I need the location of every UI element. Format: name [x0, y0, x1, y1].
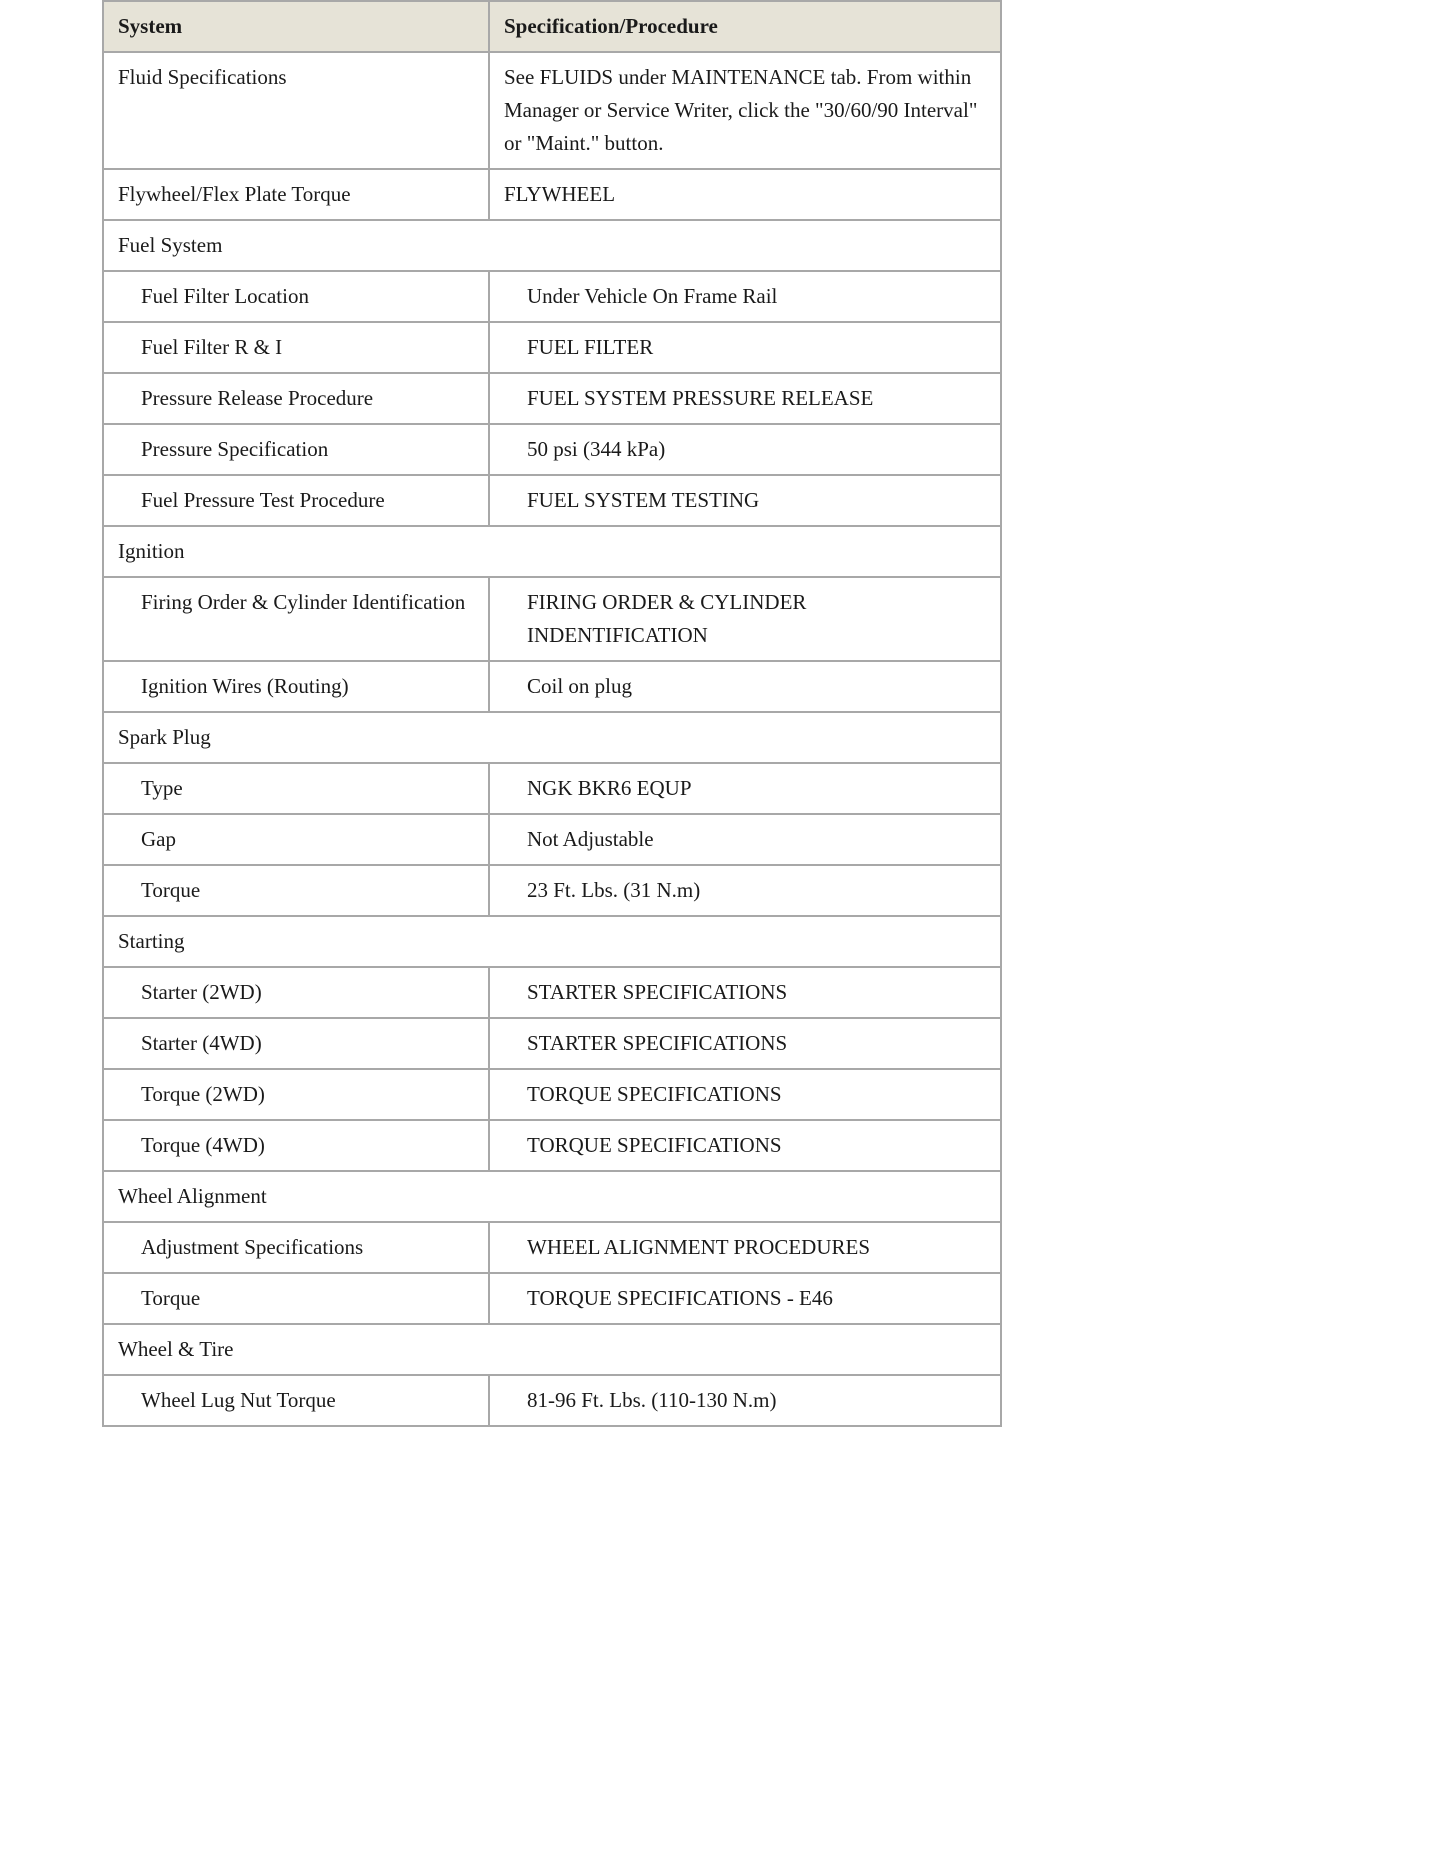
table-row: [103, 52, 1001, 169]
spec-cell: TORQUE SPECIFICATIONS - E46: [489, 1273, 1001, 1324]
group-label: Starting: [103, 916, 1001, 967]
system-cell: Pressure Specification: [103, 424, 489, 475]
spec-cell: FLYWHEEL: [489, 169, 1001, 220]
system-cell: Adjustment Specifications: [103, 1222, 489, 1273]
spec-cell: STARTER SPECIFICATIONS: [489, 1018, 1001, 1069]
table-row: [103, 1273, 1001, 1324]
system-cell: Starter (4WD): [103, 1018, 489, 1069]
system-cell: Fuel Pressure Test Procedure: [103, 475, 489, 526]
spec-cell: FUEL SYSTEM TESTING: [489, 475, 1001, 526]
table-row: [103, 1222, 1001, 1273]
spec-cell: TORQUE SPECIFICATIONS: [489, 1120, 1001, 1171]
spec-cell: Under Vehicle On Frame Rail: [489, 271, 1001, 322]
table-row: [103, 271, 1001, 322]
system-cell: Starter (2WD): [103, 967, 489, 1018]
group-label: Wheel & Tire: [103, 1324, 1001, 1375]
table-row: [103, 169, 1001, 220]
table-row: [103, 763, 1001, 814]
system-cell: Gap: [103, 814, 489, 865]
group-row: [103, 526, 1001, 577]
system-cell: Type: [103, 763, 489, 814]
spec-cell: WHEEL ALIGNMENT PROCEDURES: [489, 1222, 1001, 1273]
system-cell: Torque (4WD): [103, 1120, 489, 1171]
system-cell: Fluid Specifications: [103, 52, 489, 169]
group-row: [103, 220, 1001, 271]
group-row: [103, 1171, 1001, 1222]
spec-cell: FUEL SYSTEM PRESSURE RELEASE: [489, 373, 1001, 424]
spec-cell: See FLUIDS under MAINTENANCE tab. From within Manager or Service Writer, click the "30/60/90 Interval" or "Maint." button.: [489, 52, 1001, 169]
system-cell: Flywheel/Flex Plate Torque: [103, 169, 489, 220]
group-row: [103, 1324, 1001, 1375]
spec-cell: 23 Ft. Lbs. (31 N.m): [489, 865, 1001, 916]
spec-cell: Coil on plug: [489, 661, 1001, 712]
spec-cell: FIRING ORDER & CYLINDER INDENTIFICATION: [489, 577, 1001, 661]
system-cell: Ignition Wires (Routing): [103, 661, 489, 712]
table-row: [103, 1375, 1001, 1426]
system-cell: Fuel Filter R & I: [103, 322, 489, 373]
table-row: [103, 967, 1001, 1018]
group-label: Ignition: [103, 526, 1001, 577]
table-row: [103, 1069, 1001, 1120]
group-row: [103, 916, 1001, 967]
header-system: System: [103, 1, 489, 52]
group-label: Wheel Alignment: [103, 1171, 1001, 1222]
table-row: [103, 1018, 1001, 1069]
system-cell: Torque (2WD): [103, 1069, 489, 1120]
table-row: [103, 322, 1001, 373]
spec-cell: 81-96 Ft. Lbs. (110-130 N.m): [489, 1375, 1001, 1426]
system-cell: Pressure Release Procedure: [103, 373, 489, 424]
system-cell: Fuel Filter Location: [103, 271, 489, 322]
system-cell: Firing Order & Cylinder Identification: [103, 577, 489, 661]
spec-cell: 50 psi (344 kPa): [489, 424, 1001, 475]
table-row: [103, 424, 1001, 475]
group-row: [103, 712, 1001, 763]
system-cell: Torque: [103, 865, 489, 916]
table-header-row: [103, 1, 1001, 52]
table-row: [103, 1120, 1001, 1171]
table-row: [103, 865, 1001, 916]
header-spec: Specification/Procedure: [489, 1, 1001, 52]
system-cell: Wheel Lug Nut Torque: [103, 1375, 489, 1426]
table-row: [103, 814, 1001, 865]
group-label: Fuel System: [103, 220, 1001, 271]
spec-table: [102, 0, 1002, 1427]
spec-cell: FUEL FILTER: [489, 322, 1001, 373]
group-label: Spark Plug: [103, 712, 1001, 763]
spec-cell: STARTER SPECIFICATIONS: [489, 967, 1001, 1018]
system-cell: Torque: [103, 1273, 489, 1324]
spec-cell: NGK BKR6 EQUP: [489, 763, 1001, 814]
table-row: [103, 475, 1001, 526]
table-row: [103, 577, 1001, 661]
table-row: [103, 373, 1001, 424]
table-row: [103, 661, 1001, 712]
spec-cell: TORQUE SPECIFICATIONS: [489, 1069, 1001, 1120]
spec-cell: Not Adjustable: [489, 814, 1001, 865]
